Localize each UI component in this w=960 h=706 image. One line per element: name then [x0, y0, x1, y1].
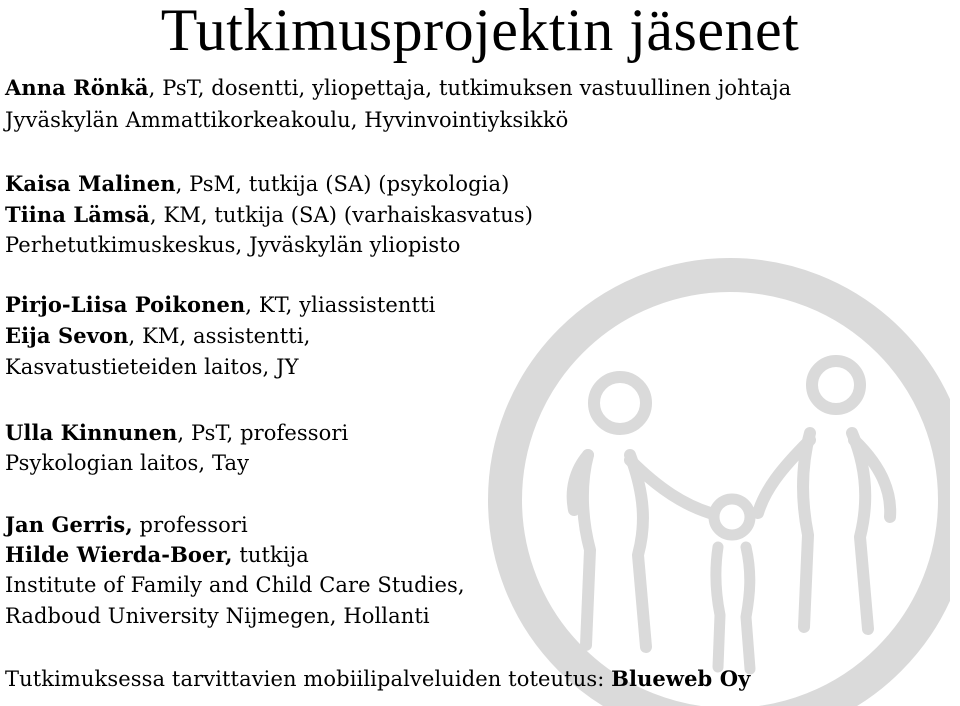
member-line-kinnunen: Ulla Kinnunen, PsT, professori: [5, 420, 349, 445]
affiliation-line-institute: Institute of Family and Child Care Studies,: [5, 573, 465, 597]
affiliation-line-radboud: Radboud University Nijmegen, Hollanti: [5, 604, 430, 628]
affiliation-line-jamk: Jyväskylän Ammattikorkeakoulu, Hyvinvointiyksikkö: [5, 108, 569, 132]
member-line-gerris: Jan Gerris, professori: [5, 512, 248, 537]
member-line-sevon: Eija Sevon, KM, assistentti,: [5, 323, 311, 348]
member-line-malinen: Kaisa Malinen, PsM, tutkija (SA) (psykologia): [5, 171, 510, 196]
family-logo-icon: [470, 255, 950, 706]
affiliation-line-perhetutkimuskeskus: Perhetutkimuskeskus, Jyväskylän yliopisto: [5, 233, 461, 257]
affiliation-line-kasvatustieteet: Kasvatustieteiden laitos, JY: [5, 355, 299, 379]
affiliation-line-psykologia: Psykologian laitos, Tay: [5, 451, 250, 475]
member-line-poikonen: Pirjo-Liisa Poikonen, KT, yliassistentti: [5, 292, 436, 317]
page-title: Tutkimusprojektin jäsenet: [160, 0, 800, 63]
member-line-ronka: Anna Rönkä, PsT, dosentti, yliopettaja, tutkimuksen vastuullinen johtaja: [5, 75, 792, 100]
member-line-wierda-boer: Hilde Wierda-Boer, tutkija: [5, 542, 309, 567]
member-line-lamsa: Tiina Lämsä, KM, tutkija (SA) (varhaiskasvatus): [5, 202, 534, 227]
blueweb-name: Blueweb Oy: [611, 666, 751, 691]
footer-line: Tutkimuksessa tarvittavien mobiilipalveluiden toteutus: Blueweb Oy: [5, 666, 751, 691]
